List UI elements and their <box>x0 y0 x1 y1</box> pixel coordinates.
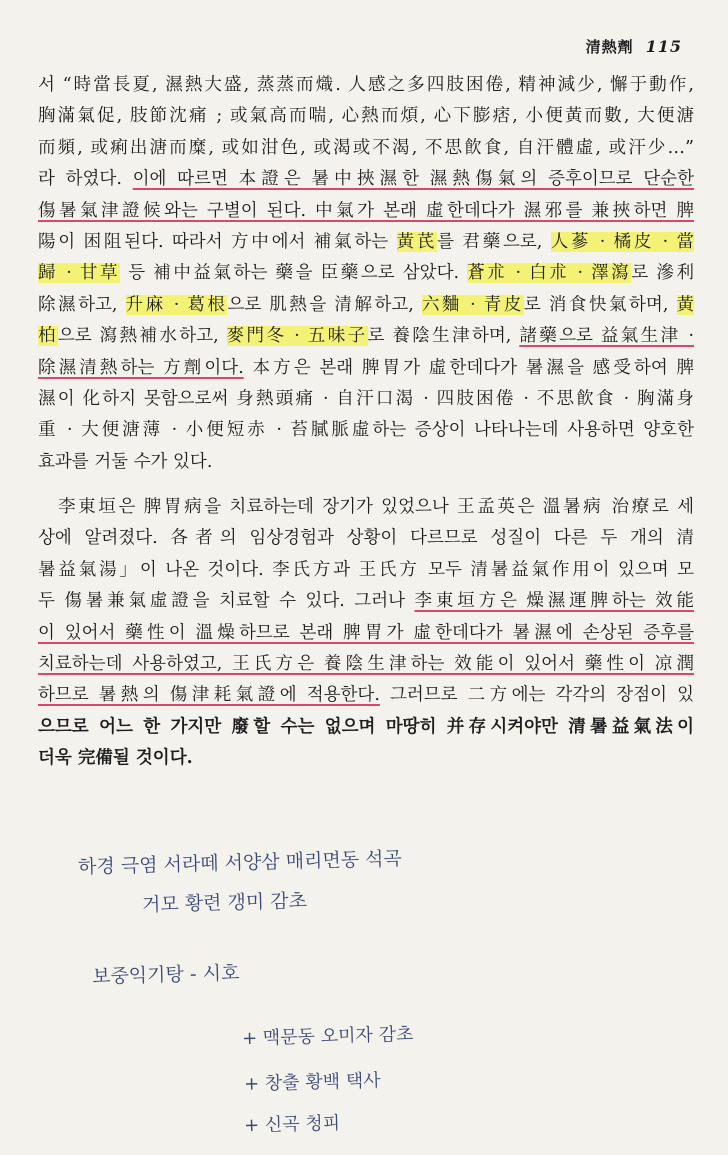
text-segment: 으로 肌熱을 清解하고, <box>227 294 422 315</box>
text-line <box>38 680 694 711</box>
text-line <box>38 164 694 195</box>
highlighted-text: 黃 <box>676 294 694 315</box>
highlighted-text: 麥門冬 · 五味子 <box>226 326 368 347</box>
text-line <box>38 555 694 586</box>
text-line <box>38 353 694 384</box>
text-segment: 除濕하고, <box>38 294 126 315</box>
text-segment: 로 消食快氣하며, <box>523 294 677 315</box>
text-segment: 胸滿氣促, 肢節沈痛 ; 或氣高而喘, 心熱而煩, 心下膨痞, 小便黃而數, 大便溏 <box>38 106 694 127</box>
highlighted-text: 黃芪 <box>396 231 438 252</box>
bold-text: 으므로 어느 한 가지만 廢할 수는 없으며 마땅히 并存시켜야만 清暑益氣法이 <box>38 716 694 737</box>
body-text <box>38 70 694 775</box>
underlined-text: 李東垣方은 燥濕運脾하는 效能 <box>414 591 694 612</box>
text-line <box>38 101 694 132</box>
text-line <box>38 447 694 478</box>
highlighted-text: 歸 · 甘草 <box>38 263 121 284</box>
handwritten-note-line: + 신곡 청피 <box>243 1112 341 1137</box>
text-segment: 상에 알려졌다. 各者의 임상경험과 상황이 다르므로 성질이 다른 두 개의 清 <box>38 528 694 549</box>
underlined-text: 除濕清熱하는 方劑이다. <box>38 357 244 378</box>
text-segment: 라 하였다. <box>38 169 133 190</box>
text-segment: 으로 瀉熱補水하고, <box>57 326 227 347</box>
handwritten-note-line: 하경 극염 서라떼 서양삼 매리면동 석곡 <box>77 847 403 879</box>
text-segment: 로 滲利 <box>631 263 694 284</box>
text-line <box>38 523 694 554</box>
underlined-text: 諸藥으로 益氣生津 · <box>519 326 694 347</box>
text-segment: 효과를 거둘 수가 있다. <box>38 451 213 472</box>
underlined-text: 傷暑氣津證候와는 구별이 된다. 中氣가 본래 虛한데다가 濕邪를 兼挾하면 脾 <box>38 200 694 221</box>
bold-text: 더욱 完備될 것이다. <box>38 748 193 769</box>
text-segment: 서 “時當長夏, 濕熱大盛, 蒸蒸而熾. 人感之多四肢困倦, 精神減少, 懈于動作, <box>38 75 694 95</box>
chapter-title: 清熱劑 <box>585 38 634 56</box>
handwritten-note-line: 거모 황련 갱미 감초 <box>141 889 308 917</box>
text-segment: 本方은 본래 脾胃가 虛한데다가 暑濕을 感受하여 脾 <box>243 357 694 378</box>
text-line <box>38 70 694 101</box>
highlighted-text: 人蔘 · 橘皮 · 當 <box>550 231 694 252</box>
handwritten-note-line: 보중익기탕 - 시호 <box>91 962 240 988</box>
text-segment: 陽이 困阻된다. 따라서 方中에서 補氣하는 <box>38 231 397 252</box>
text-line <box>38 321 694 352</box>
text-line <box>38 618 694 649</box>
text-line <box>38 649 694 680</box>
page-header <box>586 36 682 57</box>
text-line <box>38 384 694 415</box>
text-line <box>38 133 694 164</box>
text-segment: 그러므로 二方에는 각각의 장점이 있 <box>379 685 694 706</box>
text-line <box>38 258 694 289</box>
text-segment: 重 · 大便溏薄 · 小便短赤 · 苔膩脈虛하는 증상이 나타나는데 사용하면 양호한 <box>38 420 694 441</box>
text-line <box>38 743 694 774</box>
text-segment: 而頻, 或痢出溏而糜, 或如泔色, 或渴或不渴, 不思飮食, 自汗體虛, 或汗少…” <box>38 137 694 158</box>
text-segment: 두 傷暑兼氣虛證을 치료할 수 있다. 그러나 <box>38 591 415 612</box>
text-segment: 로 養陰生津하며, <box>367 326 520 347</box>
page-number: 115 <box>645 37 682 56</box>
underlined-text: 하므로 暑熱의 傷津耗氣證에 적용한다. <box>38 685 380 706</box>
text-segment: 등 補中益氣하는 藥을 臣藥으로 삼았다. <box>120 263 468 284</box>
handwritten-note-line: + 맥문동 오미자 감초 <box>241 1023 414 1050</box>
underlined-text: 이 있어서 藥性이 溫燥하므로 본래 脾胃가 虛한데다가 暑濕에 손상된 증후를 <box>38 622 694 643</box>
highlighted-text: 柏 <box>38 326 58 347</box>
handwritten-note-line: + 창출 황백 택사 <box>243 1070 381 1095</box>
paragraph-gap <box>38 478 694 492</box>
text-line <box>38 712 694 743</box>
text-line <box>38 415 694 446</box>
underlined-text: 치료하는데 사용하였고, 王氏方은 養陰生津하는 效能이 있어서 藥性이 凉潤 <box>38 654 694 675</box>
highlighted-text: 蒼朮 · 白朮 · 澤瀉 <box>467 263 632 284</box>
text-segment: 李東垣은 脾胃病을 치료하는데 장기가 있었으나 王孟英은 溫暑病 治療로 세 <box>58 497 694 518</box>
highlighted-text: 升麻 · 葛根 <box>125 294 228 315</box>
text-line <box>38 227 694 258</box>
text-line <box>38 492 694 523</box>
text-line <box>38 586 694 617</box>
highlighted-text: 六麯 · 青皮 <box>421 294 524 315</box>
text-line <box>38 290 694 321</box>
text-segment: 濕이 化하지 못함으로써 身熱頭痛 · 自汗口渴 · 四肢困倦 · 不思飮食 · 胸滿身 <box>38 388 694 409</box>
text-segment: 를 君藥으로, <box>437 231 551 252</box>
text-segment: 暑益氣湯」이 나온 것이다. 李氏方과 王氏方 모두 清暑益氣作用이 있으며 모 <box>38 559 694 580</box>
text-line <box>38 196 694 227</box>
underlined-text: 이에 따르면 本證은 暑中挾濕한 濕熱傷氣의 증후이므로 단순한 <box>132 169 694 190</box>
